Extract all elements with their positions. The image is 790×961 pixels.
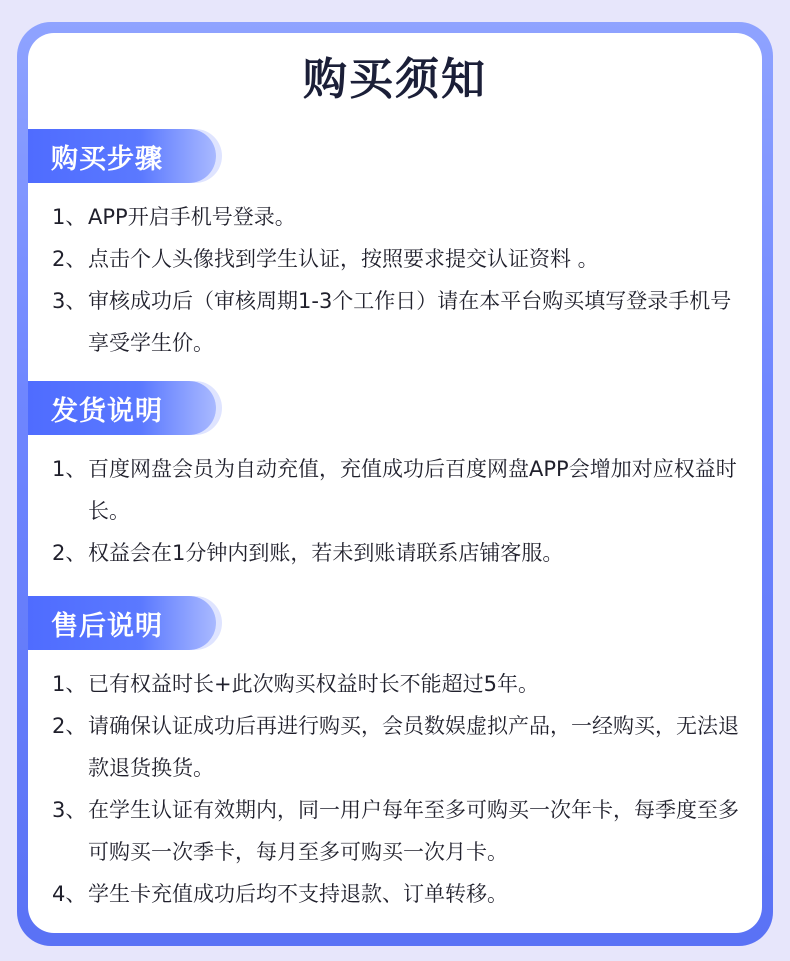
section-header-purchase-steps — [28, 129, 216, 183]
item-number: 2、 — [52, 247, 87, 271]
item-number: 1、 — [52, 457, 87, 481]
item-text: APP开启手机号登录。 — [88, 205, 296, 229]
list-item — [52, 238, 752, 280]
section-title: 发货说明 — [51, 395, 163, 427]
list-item — [52, 196, 752, 238]
list-item — [52, 280, 742, 364]
item-text: 点击个人头像找到学生认证，按照要求提交认证资料 。 — [88, 247, 599, 271]
page-title: 购买须知 — [293, 43, 497, 107]
item-text: 百度网盘会员为自动充值，充值成功后百度网盘APP会增加对应权益时长。 — [88, 457, 737, 523]
item-number: 4、 — [52, 882, 87, 906]
item-text: 学生卡充值成功后均不支持退款、订单转移。 — [88, 882, 508, 906]
item-number: 2、 — [52, 541, 87, 565]
section-header-delivery — [28, 381, 216, 435]
page-title-wrap — [0, 43, 790, 107]
item-number: 2、 — [52, 714, 87, 738]
list-item — [52, 532, 752, 574]
item-text: 请确保认证成功后再进行购买，会员数娱虚拟产品，一经购买，无法退款退货换货。 — [88, 714, 739, 780]
section-title: 售后说明 — [51, 610, 163, 642]
list-item — [52, 705, 752, 789]
item-text: 已有权益时长+此次购买权益时长不能超过5年。 — [88, 672, 539, 696]
item-text: 权益会在1分钟内到账，若未到账请联系店铺客服。 — [88, 541, 564, 565]
item-text: 审核成功后（审核周期1-3个工作日）请在本平台购买填写登录手机号享受学生价。 — [88, 289, 732, 355]
item-number: 1、 — [52, 672, 87, 696]
list-item — [52, 873, 752, 915]
section-title: 购买步骤 — [51, 143, 163, 175]
list-item — [52, 789, 742, 873]
item-text: 在学生认证有效期内，同一用户每年至多可购买一次年卡，每季度至多可购买一次季卡，每月至多可购买一次月卡。 — [88, 798, 739, 864]
list-item — [52, 663, 752, 705]
item-number: 1、 — [52, 205, 87, 229]
item-number: 3、 — [52, 289, 87, 313]
item-number: 3、 — [52, 798, 87, 822]
list-item — [52, 448, 742, 532]
section-header-after-sales — [28, 596, 216, 650]
